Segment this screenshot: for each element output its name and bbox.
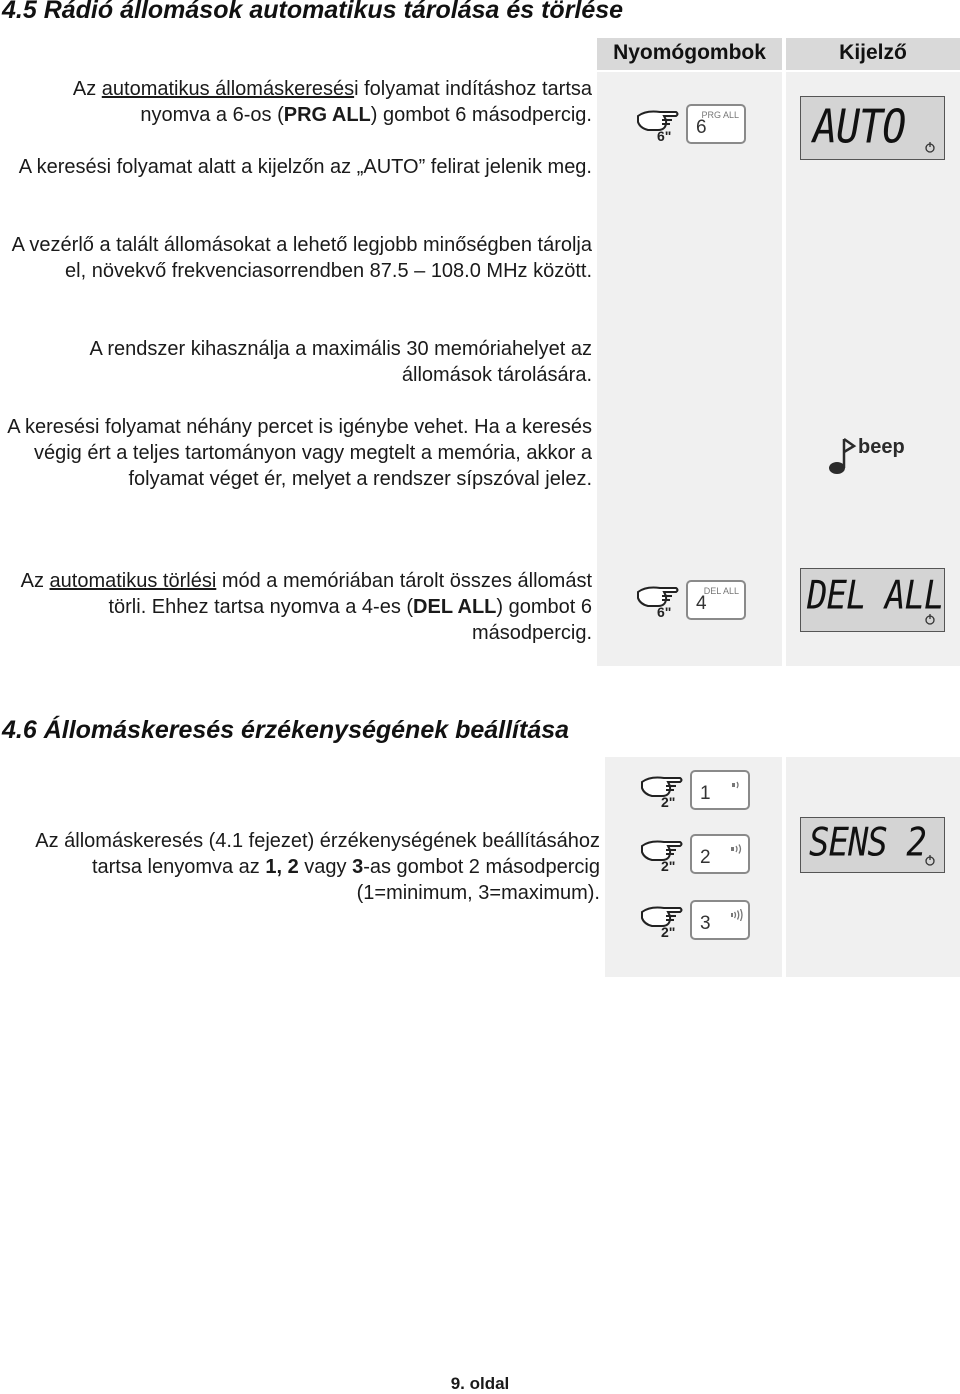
button-6-prg-all[interactable] bbox=[686, 104, 746, 144]
paragraph-memory: A rendszer kihasználja a maximális 30 memóriahelyet az állomások tárolására. bbox=[89, 338, 592, 386]
press-del-all-group bbox=[636, 580, 756, 624]
beep-note-icon bbox=[828, 436, 858, 476]
link-auto-search: automatikus állomáskeresés bbox=[101, 78, 355, 100]
button-label: PRG ALL bbox=[701, 110, 739, 120]
button-number: 1 bbox=[700, 783, 711, 804]
power-icon bbox=[924, 854, 936, 866]
paragraph-auto-search: Az automatikus állomáskeresési folyamat indításhoz tartsa nyomva a 6-os (PRG ALL) gombot 6 másodpercig. bbox=[72, 78, 592, 126]
paragraph-beep: A keresési folyamat néhány percet is igénybe vehet. Ha a keresés végig ért a teljes tartományon vagy megtelt a memória, akkor a folyamat véget ér, melyet a rendszer sípszóval jelez. bbox=[7, 416, 592, 490]
beep-label: beep bbox=[858, 436, 905, 458]
page-number: 9. oldal bbox=[450, 1374, 510, 1393]
section-title-4-6: 4.6 Állomáskeresés érzékenységének beállítása bbox=[2, 716, 570, 744]
press-sens-3-group bbox=[640, 900, 760, 944]
column-header-display: Kijelző bbox=[786, 38, 960, 70]
power-icon bbox=[924, 141, 936, 153]
column-header-buttons: Nyomógombok bbox=[597, 38, 782, 70]
lcd-display-sens bbox=[800, 817, 945, 873]
press-duration: 6" bbox=[657, 128, 672, 144]
press-sens-1-group bbox=[640, 770, 760, 814]
button-3[interactable] bbox=[690, 900, 750, 940]
press-duration: 2" bbox=[661, 858, 676, 874]
press-duration: 6" bbox=[657, 604, 672, 620]
lcd-display-del-all bbox=[800, 568, 945, 632]
paragraph-storage: A vezérlő a talált állomásokat a lehető legjobb minőségben tárolja el, növekvő frekvenciasorrendben 87.5 – 108.0 MHz között. bbox=[11, 234, 592, 282]
button-number: 6 bbox=[696, 117, 707, 138]
lcd-text: AUTO bbox=[813, 101, 906, 154]
button-label: DEL ALL bbox=[703, 586, 739, 596]
button-number: 4 bbox=[696, 593, 707, 614]
button-4-del-all[interactable] bbox=[686, 580, 746, 620]
press-duration: 2" bbox=[661, 794, 676, 810]
button-number: 3 bbox=[700, 913, 711, 934]
power-icon bbox=[924, 613, 936, 625]
section-title-4-5: 4.5 Rádió állomások automatikus tárolása és törlése bbox=[2, 0, 624, 24]
button-2[interactable] bbox=[690, 834, 750, 874]
signal-high-icon bbox=[731, 909, 743, 921]
lcd-display-auto bbox=[800, 96, 945, 160]
signal-medium-icon bbox=[731, 843, 743, 855]
paragraph-auto-display: A keresési folyamat alatt a kijelzőn az „AUTO” felirat jelenik meg. bbox=[18, 156, 592, 178]
button-number: 2 bbox=[700, 847, 711, 868]
press-prg-all-group bbox=[636, 104, 756, 148]
press-sens-2-group bbox=[640, 834, 760, 878]
press-duration: 2" bbox=[661, 924, 676, 940]
lcd-text: DEL ALL bbox=[807, 573, 944, 619]
buttons-column-panel bbox=[597, 72, 782, 666]
paragraph-sensitivity: Az állomáskeresés (4.1 fejezet) érzékenységének beállításához tartsa lenyomva az 1, 2 vagy 3-as gombot 2 másodpercig (1=minimum, 3=maximum). bbox=[35, 830, 600, 904]
link-auto-delete: automatikus törlési bbox=[49, 570, 217, 592]
lcd-text: SENS 2 bbox=[809, 820, 926, 866]
button-1[interactable] bbox=[690, 770, 750, 810]
paragraph-delete-all: Az automatikus törlési mód a memóriában tárolt összes állomást törli. Ehhez tartsa nyomva a 4-es (DEL ALL) gombot 6 másodpercig. bbox=[20, 570, 592, 644]
signal-low-icon bbox=[731, 779, 743, 791]
